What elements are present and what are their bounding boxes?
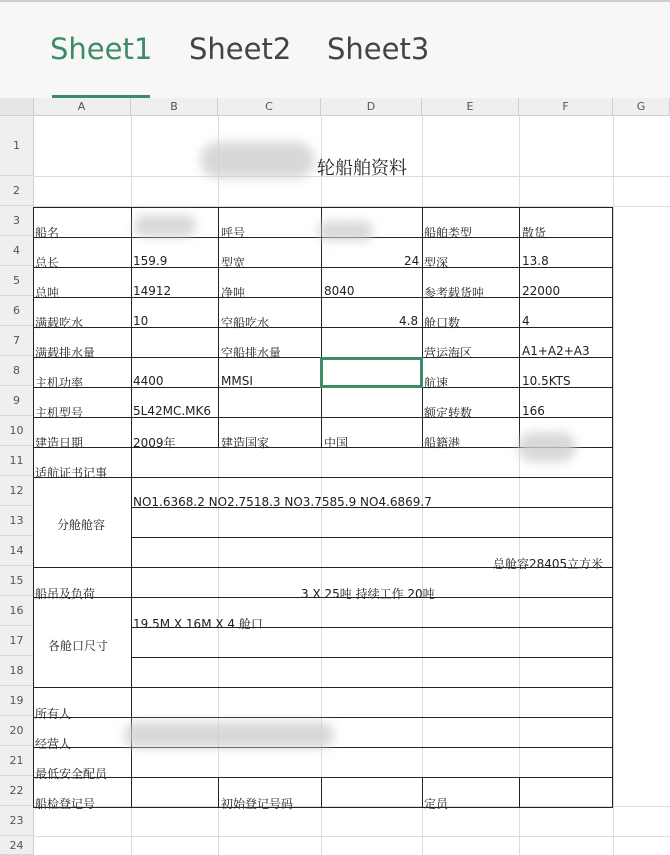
cell-c5[interactable]: 净吨 — [221, 286, 246, 300]
redaction-blur — [318, 221, 373, 241]
cell-c6[interactable]: 空船吃水 — [221, 316, 270, 330]
table-border — [519, 207, 520, 447]
cell-a4[interactable]: 总长 — [35, 256, 60, 270]
table-border — [33, 777, 613, 778]
redaction-blur — [518, 432, 576, 462]
cell-c4[interactable]: 型宽 — [221, 256, 246, 270]
cell-a3[interactable]: 船名 — [35, 226, 60, 240]
cell-b9[interactable]: 5L42MC.MK6 — [133, 404, 211, 418]
cell-a22[interactable]: 船检登记号 — [35, 797, 96, 811]
row-header-3[interactable]: 3 — [0, 206, 33, 236]
row-header-7[interactable]: 7 — [0, 326, 33, 356]
cell-b5[interactable]: 14912 — [133, 284, 172, 298]
cell-e10[interactable]: 船籍港 — [424, 436, 461, 450]
table-border — [422, 207, 423, 447]
cell-a21[interactable]: 最低安全配员 — [35, 767, 108, 781]
row-header-11[interactable]: 11 — [0, 446, 33, 476]
row-header-13[interactable]: 13 — [0, 506, 33, 536]
cell-b15-merged[interactable]: 3 X 25吨 持续工作 20吨 — [301, 587, 435, 601]
cell-e6[interactable]: 舱口数 — [424, 316, 461, 330]
cell-b4[interactable]: 159.9 — [133, 254, 168, 268]
table-border — [321, 777, 322, 807]
select-all-corner[interactable] — [0, 98, 34, 115]
row-header-24[interactable]: 24 — [0, 836, 33, 855]
cell-c22[interactable]: 初始登记号码 — [221, 797, 294, 811]
row-header-16[interactable]: 16 — [0, 596, 33, 626]
row-header-10[interactable]: 10 — [0, 416, 33, 446]
column-header-d[interactable]: D — [321, 98, 422, 115]
column-header-b[interactable]: B — [131, 98, 218, 115]
tab-sheet2[interactable]: Sheet2 — [189, 32, 292, 66]
cell-f6[interactable]: 4 — [522, 314, 530, 328]
cell-c8[interactable]: MMSI — [221, 374, 253, 388]
table-border — [612, 207, 613, 807]
redaction-blur — [124, 722, 334, 748]
cell-a11[interactable]: 适航证书记事 — [35, 466, 108, 480]
cell-e22[interactable]: 定员 — [424, 797, 449, 811]
column-header-g[interactable]: G — [613, 98, 670, 115]
cell-a7[interactable]: 满载排水量 — [35, 346, 96, 360]
cell-a8[interactable]: 主机功率 — [35, 376, 84, 390]
cell-e9[interactable]: 额定转数 — [424, 406, 473, 420]
column-header-e[interactable]: E — [422, 98, 519, 115]
row-header-6[interactable]: 6 — [0, 296, 33, 326]
sheet-title: 轮船舶资料 — [317, 158, 407, 179]
row-header-21[interactable]: 21 — [0, 746, 33, 776]
cell-f3[interactable]: 散货 — [522, 226, 547, 240]
table-border — [321, 207, 322, 447]
spreadsheet-grid[interactable] — [0, 98, 670, 855]
row-header-2[interactable]: 2 — [0, 176, 33, 206]
cell-b16[interactable]: 19.5M X 16M X 4 舱口 — [133, 617, 263, 631]
table-border — [422, 777, 423, 807]
cell-a19[interactable]: 所有人 — [35, 707, 72, 721]
cell-f7[interactable]: A1+A2+A3 — [522, 344, 590, 358]
table-border — [33, 717, 613, 718]
cell-e4[interactable]: 型深 — [424, 256, 449, 270]
row-header-5[interactable]: 5 — [0, 266, 33, 296]
column-header-c[interactable]: C — [218, 98, 321, 115]
cell-f9[interactable]: 166 — [522, 404, 545, 418]
cell-a9[interactable]: 主机型号 — [35, 406, 84, 420]
gridline — [613, 116, 614, 855]
cell-a20[interactable]: 经营人 — [35, 737, 72, 751]
column-header-f[interactable]: F — [519, 98, 613, 115]
cell-a15[interactable]: 船吊及负荷 — [35, 587, 96, 601]
cell-f4[interactable]: 13.8 — [522, 254, 549, 268]
row-header-22[interactable]: 22 — [0, 776, 33, 806]
cell-e3[interactable]: 船舶类型 — [424, 226, 473, 240]
cell-a6[interactable]: 满载吃水 — [35, 316, 84, 330]
row-header-14[interactable]: 14 — [0, 536, 33, 566]
column-header-a[interactable]: A — [33, 98, 131, 115]
table-border — [33, 807, 613, 808]
cell-a16-merged[interactable]: 各舱口尺寸 — [48, 639, 109, 653]
table-border — [218, 207, 219, 447]
table-border — [131, 207, 132, 807]
table-border — [33, 207, 613, 208]
cell-c3[interactable]: 呼号 — [221, 226, 246, 240]
cell-d6[interactable]: 4.8 — [399, 314, 419, 328]
cell-a12-merged[interactable]: 分舱舱容 — [57, 518, 106, 532]
table-border — [33, 477, 613, 478]
selected-cell-d8[interactable] — [320, 357, 423, 388]
cell-d10[interactable]: 中国 — [324, 436, 349, 450]
cell-a10[interactable]: 建造日期 — [35, 436, 84, 450]
row-header-19[interactable]: 19 — [0, 686, 33, 716]
cell-e5[interactable]: 参考载货吨 — [424, 286, 485, 300]
row-header-8[interactable]: 8 — [0, 356, 33, 386]
gridline — [33, 836, 670, 837]
cell-c10[interactable]: 建造国家 — [221, 436, 270, 450]
cell-f5[interactable]: 22000 — [522, 284, 561, 298]
table-border — [218, 777, 219, 807]
sheet-tab-bar — [0, 2, 670, 98]
table-border — [131, 537, 613, 538]
cell-b8[interactable]: 4400 — [133, 374, 164, 388]
redaction-blur — [134, 215, 196, 237]
row-header-4[interactable]: 4 — [0, 236, 33, 266]
cell-f14[interactable]: 总舱容28405立方米 — [493, 557, 604, 571]
tab-sheet1[interactable]: Sheet1 — [50, 32, 153, 66]
row-header-9[interactable]: 9 — [0, 386, 33, 416]
row-header-15[interactable]: 15 — [0, 566, 33, 596]
table-border — [131, 657, 613, 658]
tab-sheet3[interactable]: Sheet3 — [327, 32, 430, 66]
cell-d5[interactable]: 8040 — [324, 284, 355, 298]
row-header-12[interactable]: 12 — [0, 476, 33, 506]
cell-f8[interactable]: 10.5KTS — [522, 374, 571, 388]
table-border — [33, 687, 613, 688]
row-header-17[interactable]: 17 — [0, 626, 33, 656]
row-header-20[interactable]: 20 — [0, 716, 33, 746]
row-header-18[interactable]: 18 — [0, 656, 33, 686]
cell-b10[interactable]: 2009年 — [133, 436, 176, 450]
cell-b6[interactable]: 10 — [133, 314, 149, 328]
cell-c7[interactable]: 空船排水量 — [221, 346, 282, 360]
row-header-23[interactable]: 23 — [0, 806, 33, 836]
row-header-1[interactable]: 1 — [0, 116, 33, 176]
redaction-blur — [200, 142, 315, 178]
cell-b12[interactable]: NO1.6368.2 NO2.7518.3 NO3.7585.9 NO4.6869.7 — [133, 495, 432, 509]
cell-d4[interactable]: 24 — [404, 254, 420, 268]
cell-e8[interactable]: 航速 — [424, 376, 449, 390]
cell-a5[interactable]: 总吨 — [35, 286, 60, 300]
table-border — [33, 207, 34, 807]
table-border — [519, 777, 520, 807]
cell-e7[interactable]: 营运海区 — [424, 346, 473, 360]
